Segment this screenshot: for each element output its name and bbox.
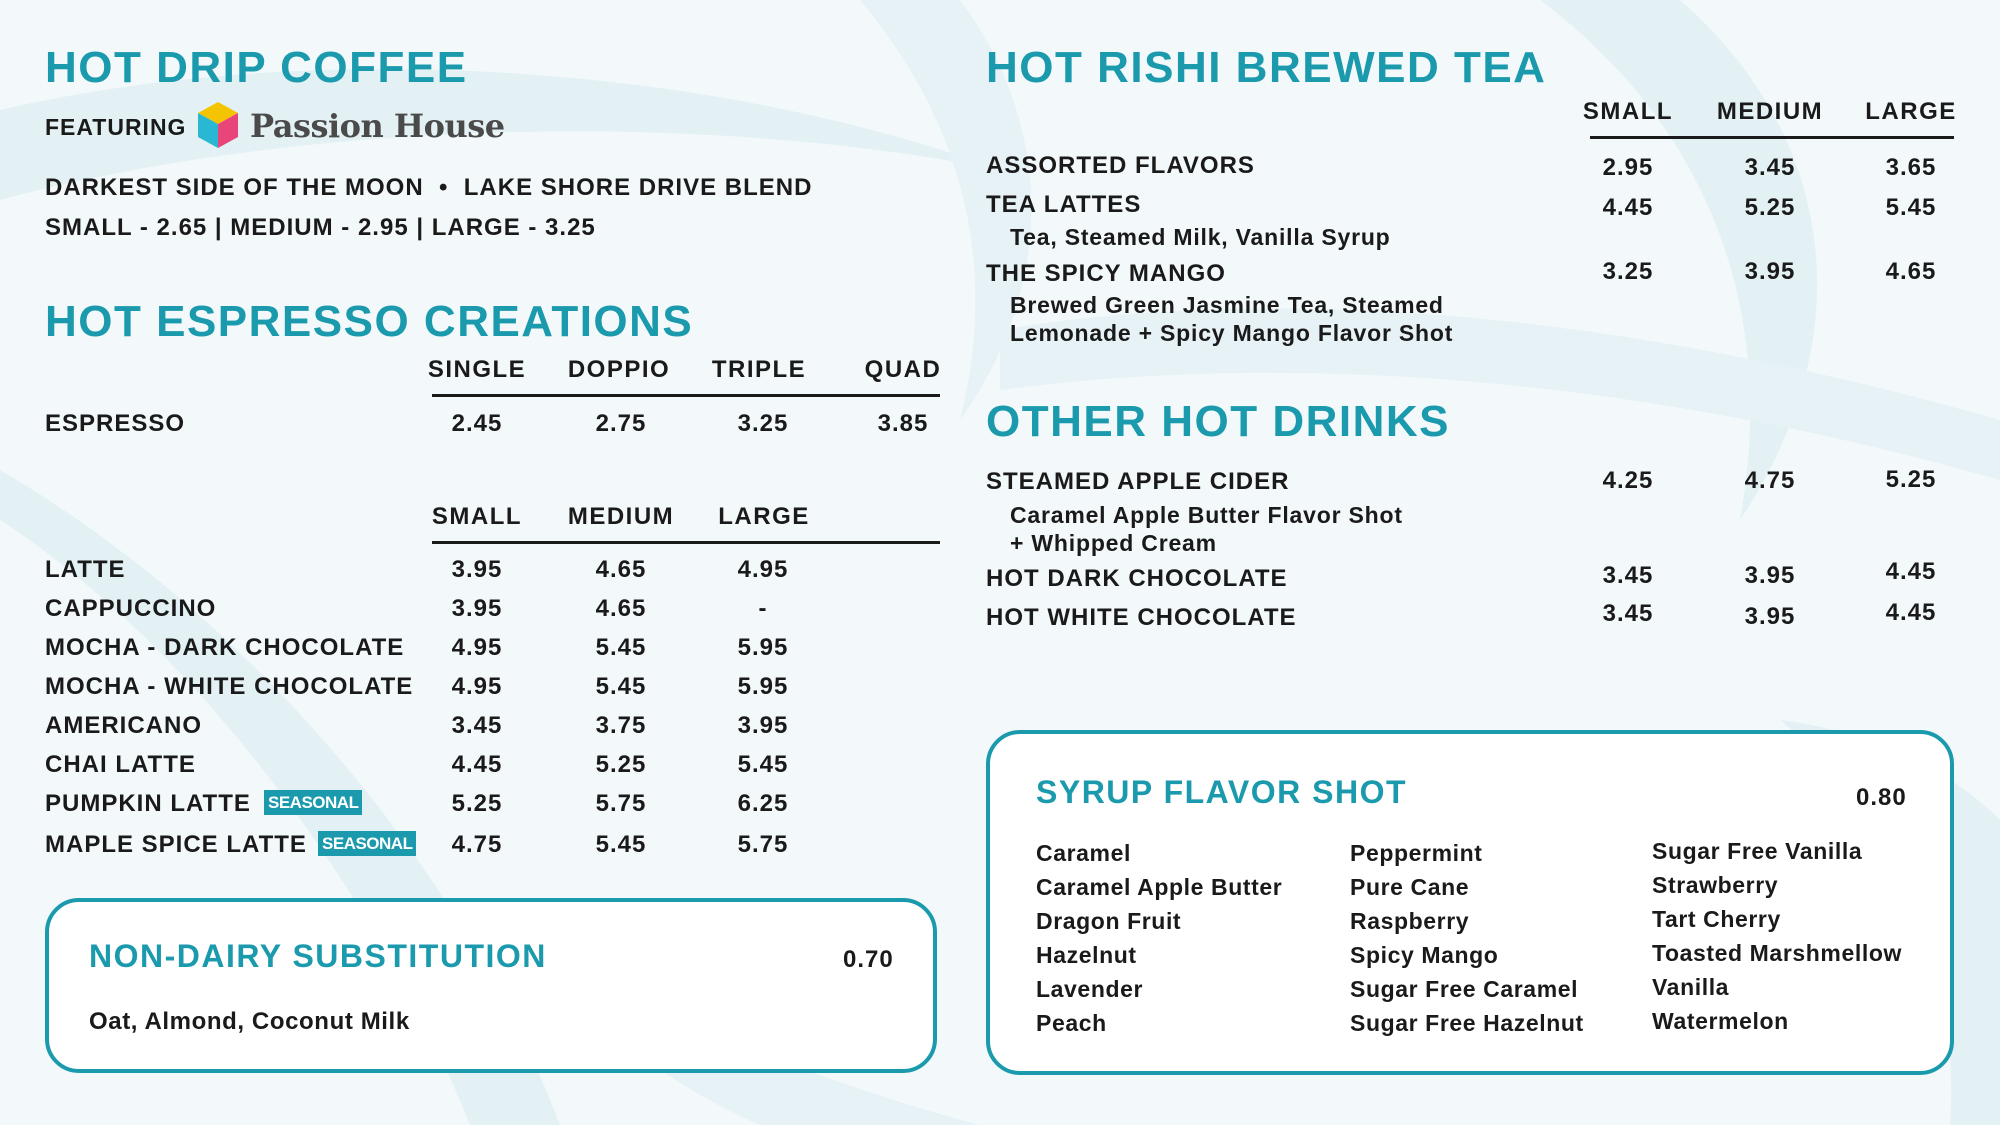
- menu-item-name: TEA LATTES: [986, 191, 1142, 218]
- espresso-doppio-price: 2.75: [595, 410, 647, 437]
- menu-item-price-medium: 5.25: [1744, 194, 1796, 221]
- menu-item-price-small: 3.45: [451, 712, 503, 739]
- menu-item-name: ASSORTED FLAVORS: [986, 152, 1255, 179]
- syrup-flavor: Tart Cherry: [1652, 906, 1781, 932]
- seasonal-badge: SEASONAL: [264, 790, 362, 815]
- non-dairy-price: 0.70: [843, 946, 894, 973]
- menu-item-description: Brewed Green Jasmine Tea, Steamed: [1010, 292, 1444, 318]
- drip-coffee-title: HOT DRIP COFFEE: [45, 43, 468, 92]
- non-dairy-title: NON-DAIRY SUBSTITUTION: [89, 938, 547, 974]
- menu-item-description: Caramel Apple Butter Flavor Shot: [1010, 502, 1403, 528]
- syrup-price: 0.80: [1856, 784, 1907, 811]
- menu-item-price-medium: 3.95: [1744, 562, 1796, 589]
- non-dairy-box: [45, 898, 937, 1073]
- menu-item-price-medium: 5.45: [595, 831, 647, 858]
- syrup-flavor: Raspberry: [1350, 908, 1470, 934]
- syrup-flavor: Toasted Marshmellow: [1652, 940, 1902, 966]
- menu-item-name: STEAMED APPLE CIDER: [986, 468, 1290, 495]
- syrup-flavor: Caramel: [1036, 840, 1131, 866]
- menu-item-price-large: 3.65: [1885, 154, 1937, 181]
- espresso-title: HOT ESPRESSO CREATIONS: [45, 297, 694, 346]
- col-quad: QUAD: [864, 356, 942, 383]
- menu-item-price-small: 4.95: [451, 673, 503, 700]
- menu-item-name: HOT WHITE CHOCOLATE: [986, 604, 1297, 631]
- menu-item-price-small: 3.95: [451, 556, 503, 583]
- menu-item-description: Lemonade + Spicy Mango Flavor Shot: [1010, 320, 1454, 346]
- col-medium: MEDIUM: [567, 503, 675, 530]
- tea-col-small: SMALL: [1582, 98, 1674, 125]
- menu-item-price-small: 2.95: [1602, 154, 1654, 181]
- menu-item-name: MAPLE SPICE LATTE: [45, 831, 307, 858]
- syrup-flavor: Lavender: [1036, 976, 1144, 1002]
- menu-item-description: Tea, Steamed Milk, Vanilla Syrup: [1010, 224, 1391, 250]
- col-large: LARGE: [718, 503, 810, 530]
- non-dairy-options: Oat, Almond, Coconut Milk: [89, 1008, 410, 1035]
- menu-item-price-small: 4.25: [1602, 467, 1654, 494]
- tea-divider: [1590, 136, 1954, 139]
- menu-item-price-large: 6.25: [737, 790, 789, 817]
- menu-item-price-large: 5.75: [737, 831, 789, 858]
- tea-title: HOT RISHI BREWED TEA: [986, 43, 1547, 92]
- menu-item-price-medium: 5.45: [595, 673, 647, 700]
- menu-item-price-large: 4.45: [1885, 558, 1937, 585]
- menu-item-price-small: 4.75: [451, 831, 503, 858]
- drip-blends: DARKEST SIDE OF THE MOON • LAKE SHORE DRIVE BLEND: [45, 174, 813, 201]
- syrup-flavor: Strawberry: [1652, 872, 1779, 898]
- menu-item-name: PUMPKIN LATTE: [45, 790, 251, 817]
- syrup-flavor: Sugar Free Vanilla: [1652, 838, 1863, 864]
- espresso-name: ESPRESSO: [45, 410, 186, 437]
- menu-item-price-large: 5.95: [737, 634, 789, 661]
- syrup-flavor: Vanilla: [1652, 974, 1730, 1000]
- syrup-flavor: Watermelon: [1652, 1008, 1789, 1034]
- col-small: SMALL: [431, 503, 523, 530]
- menu-item-name: LATTE: [45, 556, 126, 583]
- menu-item-price-small: 4.45: [451, 751, 503, 778]
- syrup-flavor: Dragon Fruit: [1036, 908, 1182, 934]
- menu-item-price-large: 4.45: [1885, 599, 1937, 626]
- tea-col-medium: MEDIUM: [1716, 98, 1824, 125]
- passion-house-logo-icon: [196, 100, 240, 150]
- menu-item-price-small: 3.95: [451, 595, 503, 622]
- menu-item-price-large: -: [758, 595, 768, 622]
- syrup-title: SYRUP FLAVOR SHOT: [1036, 774, 1408, 810]
- menu-item-price-small: 4.95: [451, 634, 503, 661]
- menu-item-name: MOCHA - WHITE CHOCOLATE: [45, 673, 414, 700]
- espresso-section: [0, 280, 1000, 880]
- drip-prices: SMALL - 2.65 | MEDIUM - 2.95 | LARGE - 3.25: [45, 214, 596, 241]
- menu-item-price-large: 4.95: [737, 556, 789, 583]
- other-drinks-section: [986, 390, 2000, 650]
- menu-item-price-small: 4.45: [1602, 194, 1654, 221]
- menu-item-price-large: 5.45: [737, 751, 789, 778]
- menu-item-price-medium: 3.95: [1744, 603, 1796, 630]
- syrup-flavor: Spicy Mango: [1350, 942, 1499, 968]
- syrup-box: [986, 730, 1954, 1075]
- menu-item-price-large: 5.25: [1885, 466, 1937, 493]
- size-divider: [432, 541, 940, 544]
- menu-item-price-medium: 4.65: [595, 595, 647, 622]
- passion-house-logo-text: Passion House: [250, 107, 505, 145]
- col-single: SINGLE: [427, 356, 527, 383]
- menu-item-price-small: 3.45: [1602, 562, 1654, 589]
- seasonal-badge: SEASONAL: [318, 831, 416, 856]
- other-drinks-title: OTHER HOT DRINKS: [986, 397, 1450, 446]
- menu-item-description: + Whipped Cream: [1010, 530, 1217, 556]
- menu-item-price-medium: 5.25: [595, 751, 647, 778]
- syrup-flavor: Sugar Free Caramel: [1350, 976, 1579, 1002]
- menu-item-price-small: 5.25: [451, 790, 503, 817]
- espresso-triple-price: 3.25: [737, 410, 789, 437]
- col-triple: TRIPLE: [711, 356, 807, 383]
- menu-item-price-medium: 3.45: [1744, 154, 1796, 181]
- menu-item-name: MOCHA - DARK CHOCOLATE: [45, 634, 405, 661]
- menu-item-name: CAPPUCCINO: [45, 595, 217, 622]
- menu-item-name: THE SPICY MANGO: [986, 260, 1226, 287]
- menu-item-price-medium: 5.45: [595, 634, 647, 661]
- menu-item-price-medium: 3.75: [595, 712, 647, 739]
- menu-item-price-large: 4.65: [1885, 258, 1937, 285]
- syrup-flavor: Sugar Free Hazelnut: [1350, 1010, 1584, 1036]
- menu-item-name: HOT DARK CHOCOLATE: [986, 565, 1288, 592]
- tea-col-large: LARGE: [1865, 98, 1957, 125]
- menu-item-price-large: 5.95: [737, 673, 789, 700]
- col-doppio: DOPPIO: [567, 356, 671, 383]
- menu-item-price-medium: 5.75: [595, 790, 647, 817]
- syrup-flavor: Caramel Apple Butter: [1036, 874, 1283, 900]
- menu-item-price-medium: 4.75: [1744, 467, 1796, 494]
- menu-item-price-large: 5.45: [1885, 194, 1937, 221]
- menu-item-price-small: 3.25: [1602, 258, 1654, 285]
- tea-section: [986, 0, 2000, 360]
- menu-item-price-medium: 4.65: [595, 556, 647, 583]
- espresso-single-price: 2.45: [451, 410, 503, 437]
- menu-item-name: AMERICANO: [45, 712, 202, 739]
- syrup-flavor: Pure Cane: [1350, 874, 1470, 900]
- shot-divider: [432, 394, 940, 397]
- drip-coffee-section: [0, 0, 1000, 260]
- featuring-label: FEATURING: [45, 114, 187, 140]
- menu-item-name: CHAI LATTE: [45, 751, 196, 778]
- syrup-flavor: Peppermint: [1350, 840, 1483, 866]
- menu-item-price-large: 3.95: [737, 712, 789, 739]
- syrup-flavor: Hazelnut: [1036, 942, 1137, 968]
- espresso-quad-price: 3.85: [877, 410, 929, 437]
- menu-item-price-small: 3.45: [1602, 600, 1654, 627]
- syrup-flavor: Peach: [1036, 1010, 1107, 1036]
- menu-item-price-medium: 3.95: [1744, 258, 1796, 285]
